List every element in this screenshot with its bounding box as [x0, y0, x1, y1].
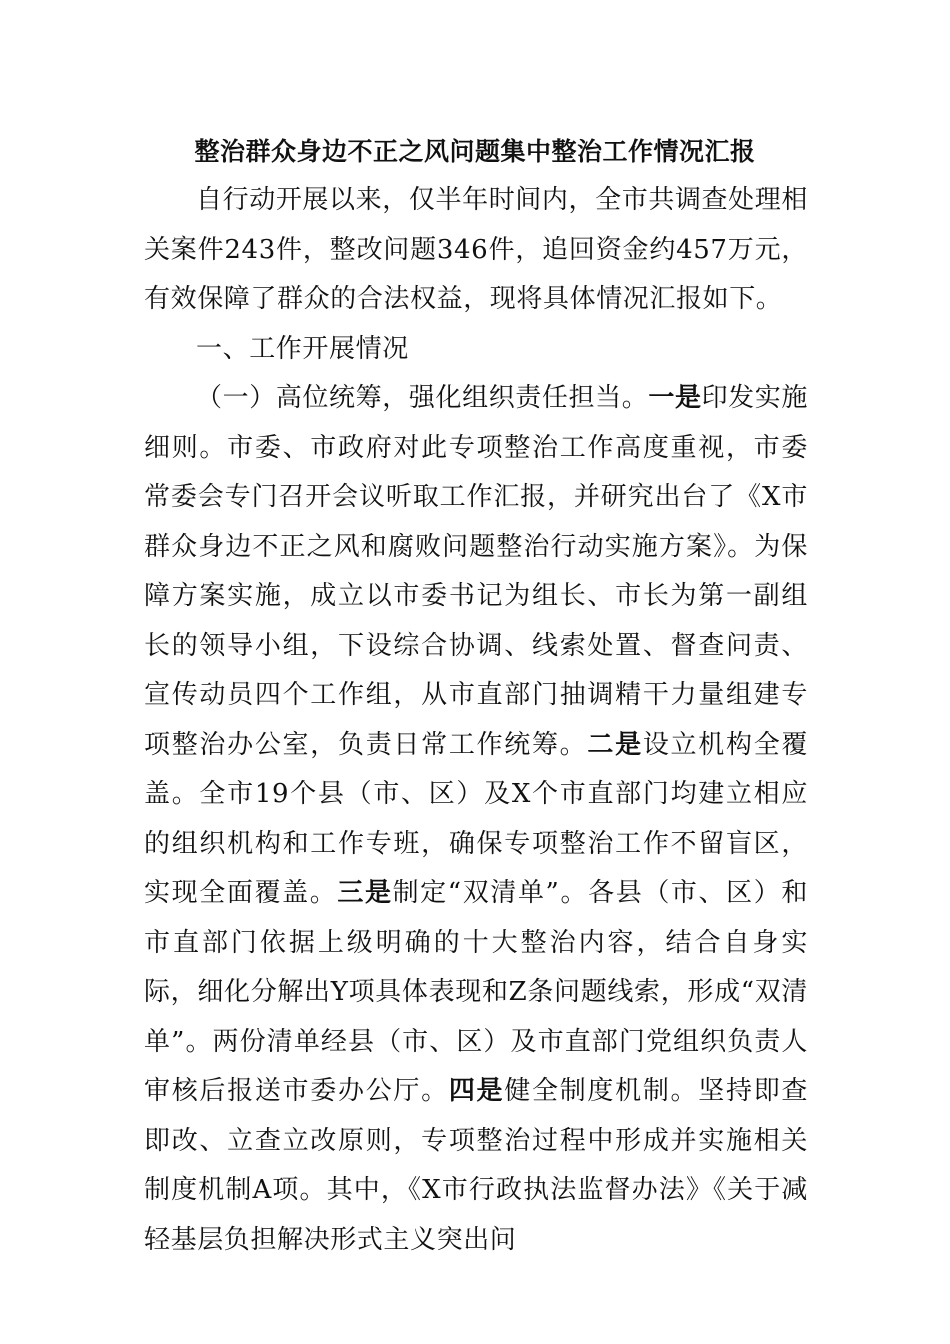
point-text-2: 设立机构全覆盖。全市19个县（市、区）及X个市直部门均建立相应的组织机构和工作专班，确保专项整治工作不留盲区，实现全面覆盖。 — [144, 729, 809, 908]
point-label-2: 二是 — [587, 729, 643, 760]
intro-paragraph: 自行动开展以来，仅半年时间内，全市共调查处理相关案件243件，整改问题346件，追回资金约457万元，有效保障了群众的合法权益，现将具体情况汇报如下。 — [144, 185, 808, 314]
point-label-3: 三是 — [337, 878, 393, 908]
section-heading: 一、工作开展情况 — [196, 333, 409, 364]
point-label-1: 一是 — [648, 383, 702, 413]
point-text-4: 健全制度机制。坚持即查即改、立查立改原则，专项整治过程中形成并实施相关制度机制A项。其中，《X市行政执法监督办法》《关于减轻基层负担解决形式主义突出问 — [144, 1076, 809, 1255]
point-label-4: 四是 — [448, 1076, 505, 1106]
subsection-paragraph — [144, 374, 808, 1265]
document-title: 整治群众身边不正之风问题集中整治工作情况汇报 — [194, 137, 756, 166]
point-text-3: 制定“双清单”。各县（市、区）和市直部门依据上级明确的十大整治内容，结合自身实际，细化分解出Y项具体表现和Z条问题线索，形成“双清单”。两份清单经县（市、区）及市直部门党组织负责人审核后报送市委办公厅。 — [144, 878, 809, 1106]
subsection-heading: （一）高位统筹，强化组织责任担当。 — [196, 383, 649, 413]
point-text-1: 印发实施细则。市委、市政府对此专项整治工作高度重视，市委常委会专门召开会议听取工作汇报，并研究出台了《X市群众身边不正之风和腐败问题整治行动实施方案》。为保障方案实施，成立以市委书记为组长、市长为第一副组长的领导小组，下设综合协调、线索处置、督查问责、宣传动员四个工作组，从市直部门抽调精干力量组建专项整治办公室，负责日常工作统筹。 — [144, 383, 809, 760]
document-body — [144, 176, 808, 1265]
